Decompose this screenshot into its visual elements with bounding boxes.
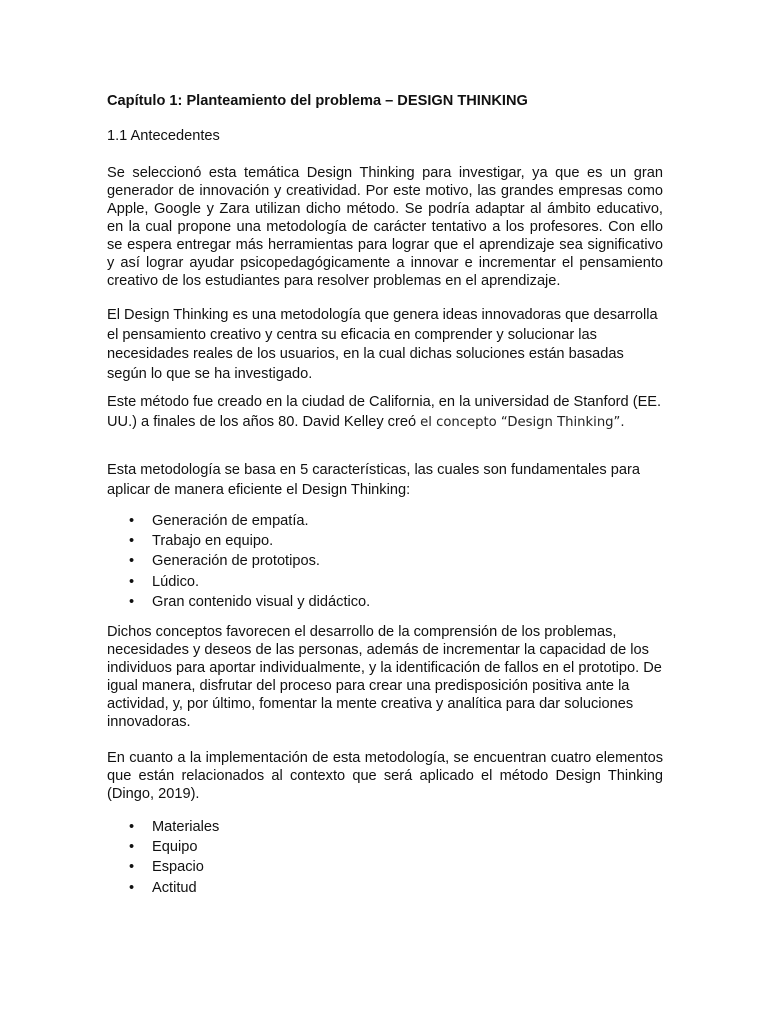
list-item: • Actitud: [107, 878, 663, 898]
paragraph-antecedentes: Se seleccionó esta temática Design Thinking para investigar, ya que es un gran generador de innovación y creatividad. Por este motivo, las grandes empresas como Apple, Google y Zara utilizan dicho método. Se podría adaptar al ámbito educativo, en la cual propone una metodología de carácter tentativo a los profesores. Con ello se espera entregar más herramientas para lograr que el aprendizaje sea significativo y así lograr ayudar psicopedagógicamente a innovar e incrementar el pensamiento creativo de los estudiantes para resolver problemas en el aprendizaje.: [107, 165, 663, 289]
list-item: • Gran contenido visual y didáctico.: [107, 592, 663, 612]
origin-text: Este método fue creado en la ciudad de California, en la universidad de Stanford (EE. UU.) a finales de los años 80. David Kelley creó: [107, 394, 662, 430]
list-item: • Espacio: [107, 857, 663, 877]
list-item: • Generación de empatía.: [107, 511, 663, 531]
paragraph-implementation: En cuanto a la implementación de esta metodología, se encuentran cuatro elementos que están relacionados al contexto que será aplicado el método Design Thinking (Dingo, 2019).: [107, 750, 663, 802]
elements-list: [107, 817, 663, 898]
paragraph-origin: [107, 393, 663, 432]
list-item: • Lúdico.: [107, 572, 663, 592]
list-item: • Generación de prototipos.: [107, 551, 663, 571]
paragraph-characteristics: Esta metodología se basa en 5 características, las cuales son fundamentales para aplicar de manera eficiente el Design Thinking:: [107, 462, 640, 498]
characteristics-list: [107, 511, 663, 612]
list-item: • Equipo: [107, 837, 663, 857]
paragraph-concepts: Dichos conceptos favorecen el desarrollo de la comprensión de los problemas, necesidades y deseos de las personas, además de incrementar la capacidad de los individuos para aportar individualmente, y la identificación de fallos en el prototipo. De igual manera, disfrutar del proceso para crear una predisposición positiva ante la actividad, y, por último, fomentar la mente creativa y analítica para dar soluciones innovadoras.: [107, 624, 662, 730]
origin-concept-text: el concepto “Design Thinking”.: [420, 414, 625, 430]
paragraph-definition: El Design Thinking es una metodología que genera ideas innovadoras que desarrolla el pensamiento creativo y centra su eficacia en comprender y solucionar las necesidades reales de los usuarios, en la cual dichas soluciones están basadas según lo que se ha investigado.: [107, 307, 658, 383]
chapter-heading: Capítulo 1: Planteamiento del problema – DESIGN THINKING: [107, 93, 528, 109]
list-item: • Materiales: [107, 817, 663, 837]
section-subheading: 1.1 Antecedentes: [107, 128, 220, 144]
list-item: • Trabajo en equipo.: [107, 531, 663, 551]
